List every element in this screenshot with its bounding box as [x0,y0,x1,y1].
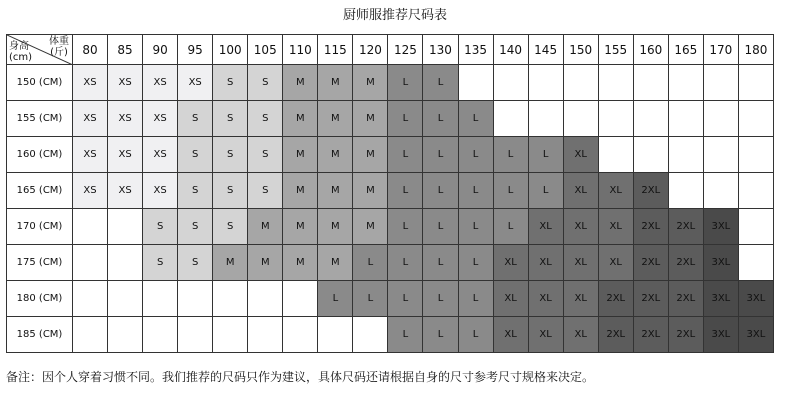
size-cell: XS [143,65,178,101]
size-cell [563,101,598,137]
size-cell: M [353,173,388,209]
size-cell [703,101,738,137]
size-cell: XL [598,209,633,245]
size-cell [703,137,738,173]
size-cell: L [458,173,493,209]
weight-header-105: 105 [248,35,283,65]
table-row [7,173,774,209]
weight-axis-label [49,36,69,58]
size-cell: L [388,209,423,245]
size-cell: 3XL [738,281,773,317]
size-cell: XL [563,281,598,317]
size-cell: S [248,101,283,137]
size-cell: L [458,137,493,173]
size-cell [213,281,248,317]
height-row-label: 160 (CM) [7,137,73,173]
table-row [7,281,774,317]
size-cell [143,281,178,317]
size-cell: L [458,209,493,245]
weight-header-165: 165 [668,35,703,65]
size-cell: 2XL [633,173,668,209]
size-cell [248,317,283,353]
size-cell [738,245,773,281]
size-cell: M [283,209,318,245]
size-cell: M [318,137,353,173]
size-cell: 3XL [703,281,738,317]
size-cell: M [318,173,353,209]
size-cell: M [353,101,388,137]
size-cell [528,65,563,101]
size-cell: L [423,65,458,101]
size-cell: 2XL [633,209,668,245]
size-cell [108,317,143,353]
size-cell [353,317,388,353]
size-cell: L [388,245,423,281]
size-cell [73,209,108,245]
table-row [7,137,774,173]
height-unit: (cm) [9,52,33,63]
chart-title: 厨师服推荐尺码表 [342,8,447,23]
size-cell: XL [493,317,528,353]
size-cell: M [283,173,318,209]
size-cell [738,65,773,101]
size-cell: L [423,281,458,317]
size-cell: L [423,245,458,281]
size-cell: XL [528,245,563,281]
table-row [7,65,774,101]
size-cell: L [318,281,353,317]
height-axis-label [9,41,32,63]
size-cell [598,101,633,137]
size-cell: L [388,65,423,101]
size-cell [598,137,633,173]
size-cell: XS [73,65,108,101]
size-cell [108,209,143,245]
size-cell: 2XL [598,317,633,353]
size-cell: M [283,137,318,173]
size-cell: XS [143,173,178,209]
size-cell: S [143,209,178,245]
size-cell: XS [108,173,143,209]
weight-header-row [7,35,774,65]
size-cell: M [318,245,353,281]
size-cell [738,101,773,137]
size-cell: S [248,65,283,101]
size-cell [143,317,178,353]
size-cell: XL [598,173,633,209]
size-cell: L [493,137,528,173]
height-row-label: 155 (CM) [7,101,73,137]
weight-header-100: 100 [213,35,248,65]
size-cell: M [318,209,353,245]
size-cell: XL [563,317,598,353]
size-cell: L [423,137,458,173]
size-cell: L [353,245,388,281]
weight-header-140: 140 [493,35,528,65]
size-cell: S [213,65,248,101]
size-cell: XL [493,281,528,317]
size-cell: L [528,137,563,173]
size-cell: 3XL [703,209,738,245]
size-cell: S [213,209,248,245]
size-cell: XS [108,65,143,101]
size-cell: L [388,137,423,173]
size-cell [108,281,143,317]
size-cell: L [493,209,528,245]
weight-header-150: 150 [563,35,598,65]
size-cell: 2XL [598,281,633,317]
weight-header-110: 110 [283,35,318,65]
height-row-label: 150 (CM) [7,65,73,101]
weight-header-180: 180 [738,35,773,65]
weight-unit: (斤) [50,47,68,58]
size-cell: M [283,245,318,281]
size-cell [738,173,773,209]
corner-header-cell [7,35,73,65]
size-cell [318,317,353,353]
table-row [7,245,774,281]
size-cell: XS [73,101,108,137]
size-cell: XL [563,137,598,173]
size-cell [668,65,703,101]
size-cell: XS [73,173,108,209]
size-cell: M [353,209,388,245]
weight-header-95: 95 [178,35,213,65]
height-label: 身高 [9,41,29,52]
height-row-label: 180 (CM) [7,281,73,317]
size-cell: M [318,101,353,137]
weight-header-170: 170 [703,35,738,65]
size-cell: XS [108,101,143,137]
size-cell: XS [73,137,108,173]
size-cell: S [248,173,283,209]
size-cell: L [423,317,458,353]
weight-header-155: 155 [598,35,633,65]
size-cell [633,65,668,101]
size-cell: XL [528,209,563,245]
height-row-label: 175 (CM) [7,245,73,281]
weight-header-120: 120 [353,35,388,65]
size-cell: S [178,209,213,245]
size-cell: L [388,317,423,353]
size-cell: XL [528,317,563,353]
size-cell: 2XL [633,245,668,281]
size-cell: L [423,209,458,245]
weight-header-145: 145 [528,35,563,65]
size-cell [668,173,703,209]
size-cell: M [318,65,353,101]
size-cell [73,245,108,281]
size-cell [598,65,633,101]
size-cell: 3XL [738,317,773,353]
size-cell: L [528,173,563,209]
size-cell [493,65,528,101]
size-cell [563,65,598,101]
footnote: 备注：因个人穿着习惯不同。我们推荐的尺码只作为建议，具体尺码还请根据自身的尺寸参考尺寸规格来决定。 [6,370,595,384]
size-cell: XL [598,245,633,281]
size-cell [108,245,143,281]
size-cell: L [388,173,423,209]
size-cell [73,317,108,353]
size-cell: XS [108,137,143,173]
weight-header-130: 130 [423,35,458,65]
size-cell: XS [143,137,178,173]
size-cell: XS [178,65,213,101]
size-cell: L [458,101,493,137]
size-cell [493,101,528,137]
size-cell [213,317,248,353]
height-row-label: 185 (CM) [7,317,73,353]
size-cell [668,137,703,173]
size-cell: M [248,209,283,245]
size-cell [633,101,668,137]
size-cell: S [248,137,283,173]
size-cell [283,317,318,353]
size-cell [633,137,668,173]
size-cell: L [423,173,458,209]
weight-header-85: 85 [108,35,143,65]
weight-header-90: 90 [143,35,178,65]
size-cell: XL [563,209,598,245]
size-cell: 3XL [703,317,738,353]
size-chart-table [6,34,774,353]
size-cell: XS [143,101,178,137]
table-row [7,101,774,137]
height-row-label: 170 (CM) [7,209,73,245]
size-cell [668,101,703,137]
height-row-label: 165 (CM) [7,173,73,209]
size-cell: 2XL [668,209,703,245]
size-cell [458,65,493,101]
table-row [7,209,774,245]
size-cell: 3XL [703,245,738,281]
size-cell: S [143,245,178,281]
size-cell: L [458,281,493,317]
size-cell: S [213,137,248,173]
size-cell: S [213,173,248,209]
weight-header-160: 160 [633,35,668,65]
size-cell: S [213,101,248,137]
size-cell [738,209,773,245]
size-cell [178,281,213,317]
size-cell [178,317,213,353]
size-cell [248,281,283,317]
size-cell: L [458,245,493,281]
size-cell: M [283,65,318,101]
size-cell: S [178,173,213,209]
size-cell: M [353,65,388,101]
size-cell [738,137,773,173]
size-cell: L [423,101,458,137]
size-cell: M [283,101,318,137]
size-cell: XL [493,245,528,281]
size-cell: XL [563,245,598,281]
weight-header-135: 135 [458,35,493,65]
size-cell: M [353,137,388,173]
size-cell: 2XL [633,317,668,353]
size-cell [528,101,563,137]
weight-label: 体重 [49,36,69,47]
size-cell: S [178,137,213,173]
size-cell [283,281,318,317]
size-cell: L [388,281,423,317]
size-cell: L [458,317,493,353]
weight-header-80: 80 [73,35,108,65]
size-cell: S [178,101,213,137]
size-cell: 2XL [668,245,703,281]
size-cell: XL [563,173,598,209]
size-cell: XL [528,281,563,317]
size-cell [73,281,108,317]
size-cell: 2XL [668,281,703,317]
size-cell [703,65,738,101]
size-cell: 2XL [633,281,668,317]
size-cell: 2XL [668,317,703,353]
weight-header-125: 125 [388,35,423,65]
size-cell: L [353,281,388,317]
size-cell: S [178,245,213,281]
size-cell: L [493,173,528,209]
size-cell: L [388,101,423,137]
weight-header-115: 115 [318,35,353,65]
size-cell: M [248,245,283,281]
table-row [7,317,774,353]
size-cell: M [213,245,248,281]
size-cell [703,173,738,209]
